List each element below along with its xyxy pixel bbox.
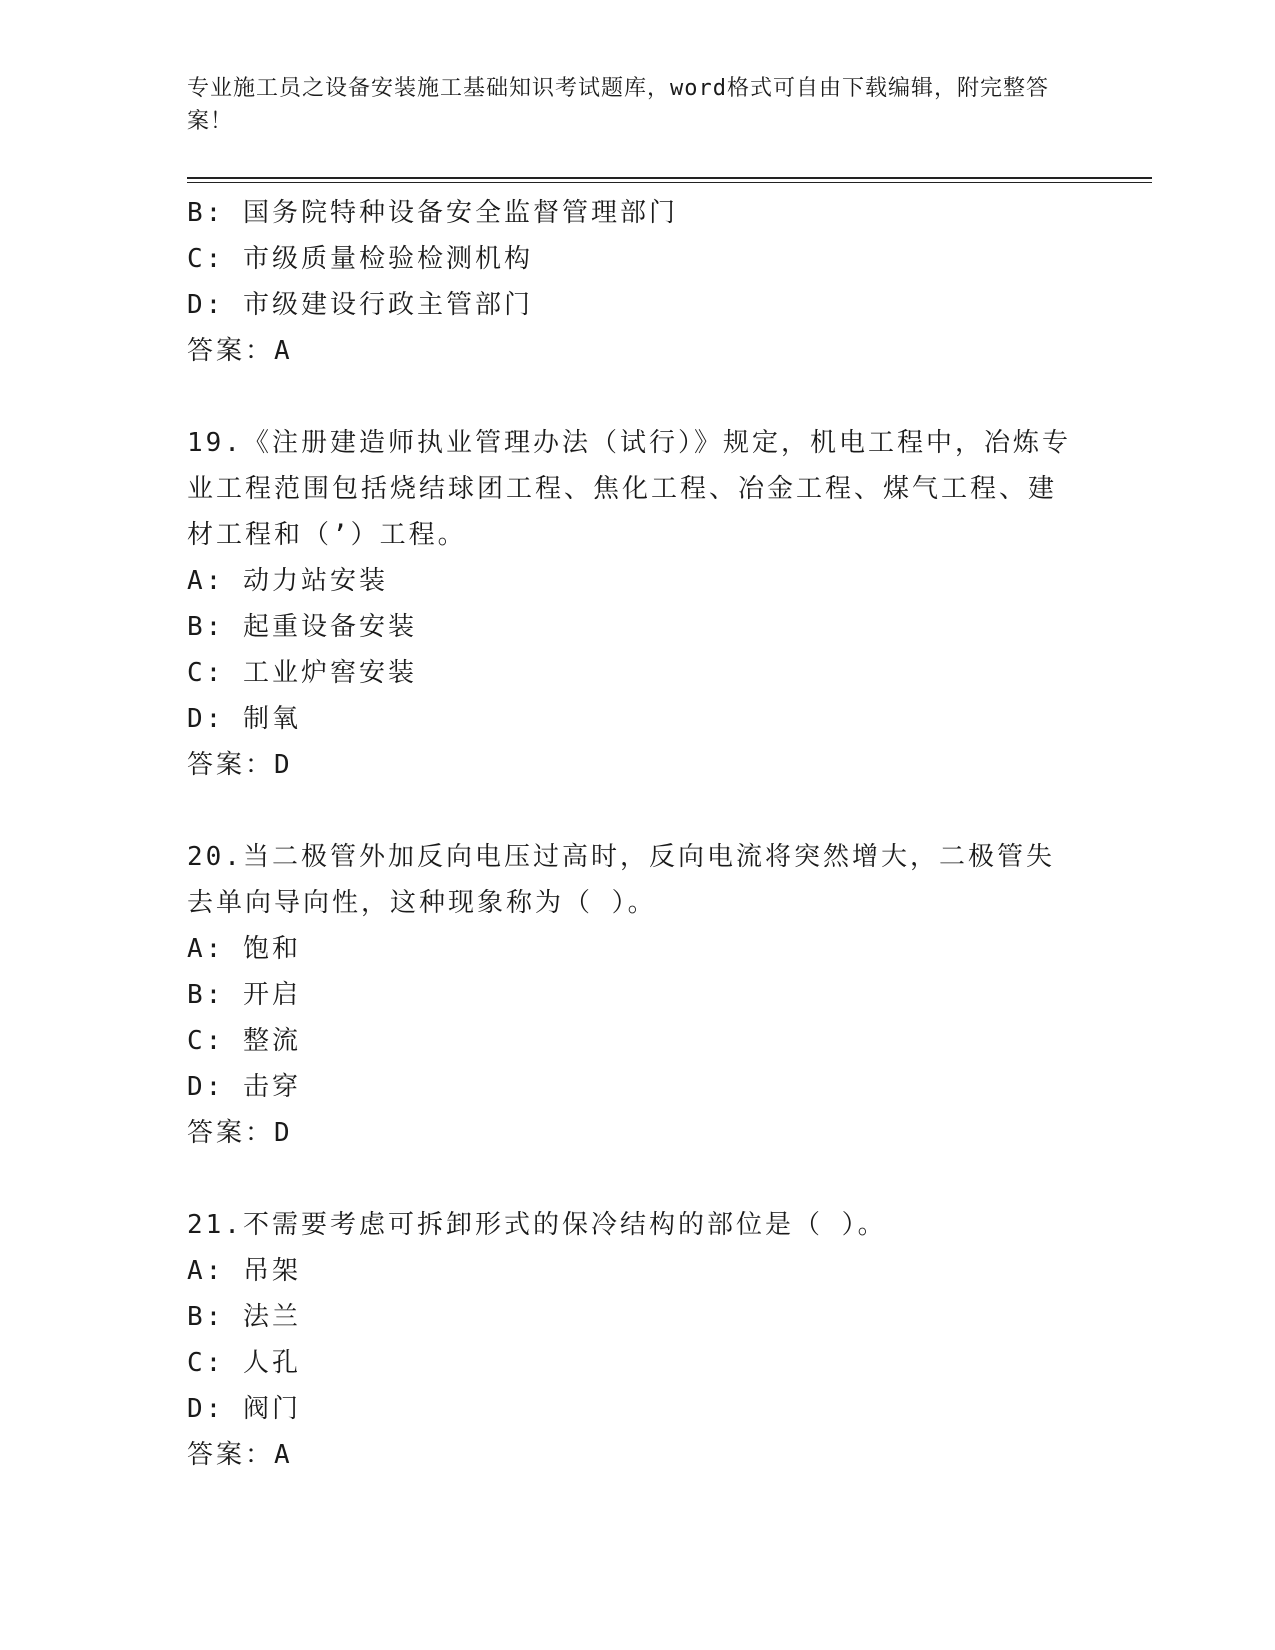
document-body bbox=[187, 190, 1077, 1478]
answer-line: 答案：D bbox=[187, 1118, 293, 1148]
option-c: C: 人孔 bbox=[187, 1348, 301, 1378]
option-c: C: 整流 bbox=[187, 1026, 301, 1056]
question-stem: 19.《注册建造师执业管理办法（试行）》规定，机电工程中，冶炼专业工程范围包括烧结球团工程、焦化工程、冶金工程、煤气工程、建材工程和（’）工程。 bbox=[187, 428, 1071, 550]
answer-line: 答案：A bbox=[187, 336, 293, 366]
option-d: D: 制氧 bbox=[187, 704, 301, 734]
option-d: D: 阀门 bbox=[187, 1394, 301, 1424]
question-19 bbox=[187, 420, 1077, 788]
question-stem: 20.当二极管外加反向电压过高时，反向电流将突然增大，二极管失去单向导向性，这种现象称为（ ）。 bbox=[187, 842, 1055, 918]
option-d: D: 击穿 bbox=[187, 1072, 301, 1102]
option-c: C: 市级质量检验检测机构 bbox=[187, 244, 533, 274]
option-b: B: 法兰 bbox=[187, 1302, 301, 1332]
document-header: 专业施工员之设备安装施工基础知识考试题库，word格式可自由下载编辑，附完整答案！ bbox=[187, 76, 1049, 134]
option-b: B: 起重设备安装 bbox=[187, 612, 417, 642]
answer-line: 答案：A bbox=[187, 1440, 293, 1470]
option-b: B: 国务院特种设备安全监督管理部门 bbox=[187, 198, 678, 228]
option-c: C: 工业炉窖安装 bbox=[187, 658, 417, 688]
option-a: A: 吊架 bbox=[187, 1256, 301, 1286]
header-rule-thick bbox=[187, 177, 1152, 179]
option-a: A: 饱和 bbox=[187, 934, 301, 964]
header-rule-thin bbox=[187, 182, 1152, 183]
option-a: A: 动力站安装 bbox=[187, 566, 388, 596]
option-b: B: 开启 bbox=[187, 980, 301, 1010]
answer-line: 答案：D bbox=[187, 750, 293, 780]
question-21 bbox=[187, 1202, 1077, 1478]
prev-question bbox=[187, 190, 1077, 374]
question-stem: 21.不需要考虑可拆卸形式的保冷结构的部位是（ ）。 bbox=[187, 1210, 887, 1240]
question-20 bbox=[187, 834, 1077, 1156]
option-d: D: 市级建设行政主管部门 bbox=[187, 290, 533, 320]
